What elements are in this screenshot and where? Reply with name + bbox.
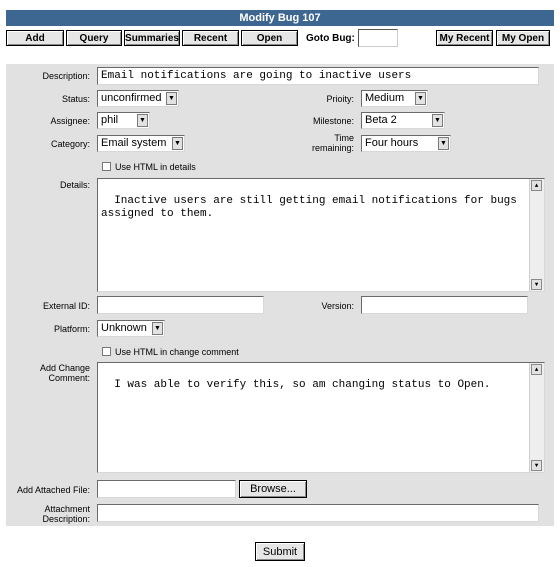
details-text: Inactive users are still getting email notifications for bugs assigned to them. xyxy=(101,195,517,220)
details-label: Details: xyxy=(59,180,90,190)
summaries-button[interactable]: Summaries xyxy=(124,30,180,46)
attachment-description-label-line2: Description: xyxy=(42,514,90,524)
my-open-button[interactable]: My Open xyxy=(496,30,550,46)
priority-select[interactable] xyxy=(361,90,428,107)
platform-label: Platform: xyxy=(53,324,90,334)
scroll-up-icon[interactable]: ▲ xyxy=(531,180,542,191)
chevron-down-icon: ▼ xyxy=(166,92,177,105)
open-button[interactable]: Open xyxy=(241,30,298,46)
use-html-comment-label: Use HTML in change comment xyxy=(115,347,239,357)
category-value: Email system xyxy=(101,137,167,149)
use-html-comment-checkbox[interactable] xyxy=(102,347,111,356)
platform-select[interactable] xyxy=(97,320,165,337)
use-html-details-label: Use HTML in details xyxy=(115,162,196,172)
scroll-up-icon[interactable]: ▲ xyxy=(531,364,542,375)
version-input[interactable] xyxy=(361,296,528,314)
priority-label: Prioity: xyxy=(326,94,354,104)
goto-bug-input[interactable] xyxy=(358,29,398,47)
external-id-label: External ID: xyxy=(42,301,90,311)
description-input[interactable]: Email notifications are going to inactive users xyxy=(97,67,539,85)
chevron-down-icon: ▼ xyxy=(137,114,148,127)
chevron-down-icon: ▼ xyxy=(438,137,449,150)
milestone-label: Milestone: xyxy=(312,116,354,126)
time-remaining-label-line1: Time xyxy=(334,133,354,143)
my-recent-button[interactable]: My Recent xyxy=(436,30,493,46)
page-title: Modify Bug 107 xyxy=(6,10,554,26)
goto-bug-label: Goto Bug: xyxy=(306,33,355,44)
assignee-select[interactable] xyxy=(97,112,150,129)
recent-button[interactable]: Recent xyxy=(182,30,239,46)
time-remaining-value: Four hours xyxy=(365,137,419,149)
chevron-down-icon: ▼ xyxy=(152,322,163,335)
priority-value: Medium xyxy=(365,92,405,104)
change-comment-label-line2: Comment: xyxy=(48,373,90,383)
attached-file-label: Add Attached File: xyxy=(16,485,90,495)
category-label: Category: xyxy=(50,139,90,149)
description-label: Description: xyxy=(42,71,90,81)
attachment-description-input[interactable] xyxy=(97,504,539,522)
platform-value: Unknown xyxy=(101,322,147,334)
chevron-down-icon: ▼ xyxy=(432,114,443,127)
time-remaining-label-line2: remaining: xyxy=(311,143,354,153)
external-id-input[interactable] xyxy=(97,296,264,314)
change-comment-textarea[interactable] xyxy=(97,362,545,473)
assignee-value: phil xyxy=(101,114,119,126)
milestone-value: Beta 2 xyxy=(365,114,397,126)
milestone-select[interactable] xyxy=(361,112,445,129)
scroll-down-icon[interactable]: ▼ xyxy=(531,279,542,290)
use-html-details-checkbox[interactable] xyxy=(102,162,111,171)
time-remaining-select[interactable] xyxy=(361,135,451,152)
version-label: Version: xyxy=(321,301,354,311)
attachment-description-label-line1: Attachment xyxy=(44,504,90,514)
browse-button[interactable]: Browse... xyxy=(239,480,307,498)
add-button[interactable]: Add xyxy=(6,30,64,46)
change-comment-label-line1: Add Change xyxy=(39,363,90,373)
attached-file-input[interactable] xyxy=(97,480,236,498)
category-select[interactable] xyxy=(97,135,185,152)
change-comment-text: I was able to verify this, so am changing status to Open. xyxy=(114,379,491,391)
details-textarea[interactable] xyxy=(97,178,545,292)
comment-scrollbar[interactable] xyxy=(529,363,544,472)
chevron-down-icon: ▼ xyxy=(415,92,426,105)
assignee-label: Assignee: xyxy=(50,116,90,126)
status-value: unconfirmed xyxy=(101,92,162,104)
status-label: Status: xyxy=(61,94,90,104)
status-select[interactable] xyxy=(97,90,179,107)
submit-button[interactable]: Submit xyxy=(255,542,305,561)
scroll-down-icon[interactable]: ▼ xyxy=(531,460,542,471)
query-button[interactable]: Query xyxy=(66,30,122,46)
details-scrollbar[interactable] xyxy=(529,179,544,291)
chevron-down-icon: ▼ xyxy=(172,137,183,150)
